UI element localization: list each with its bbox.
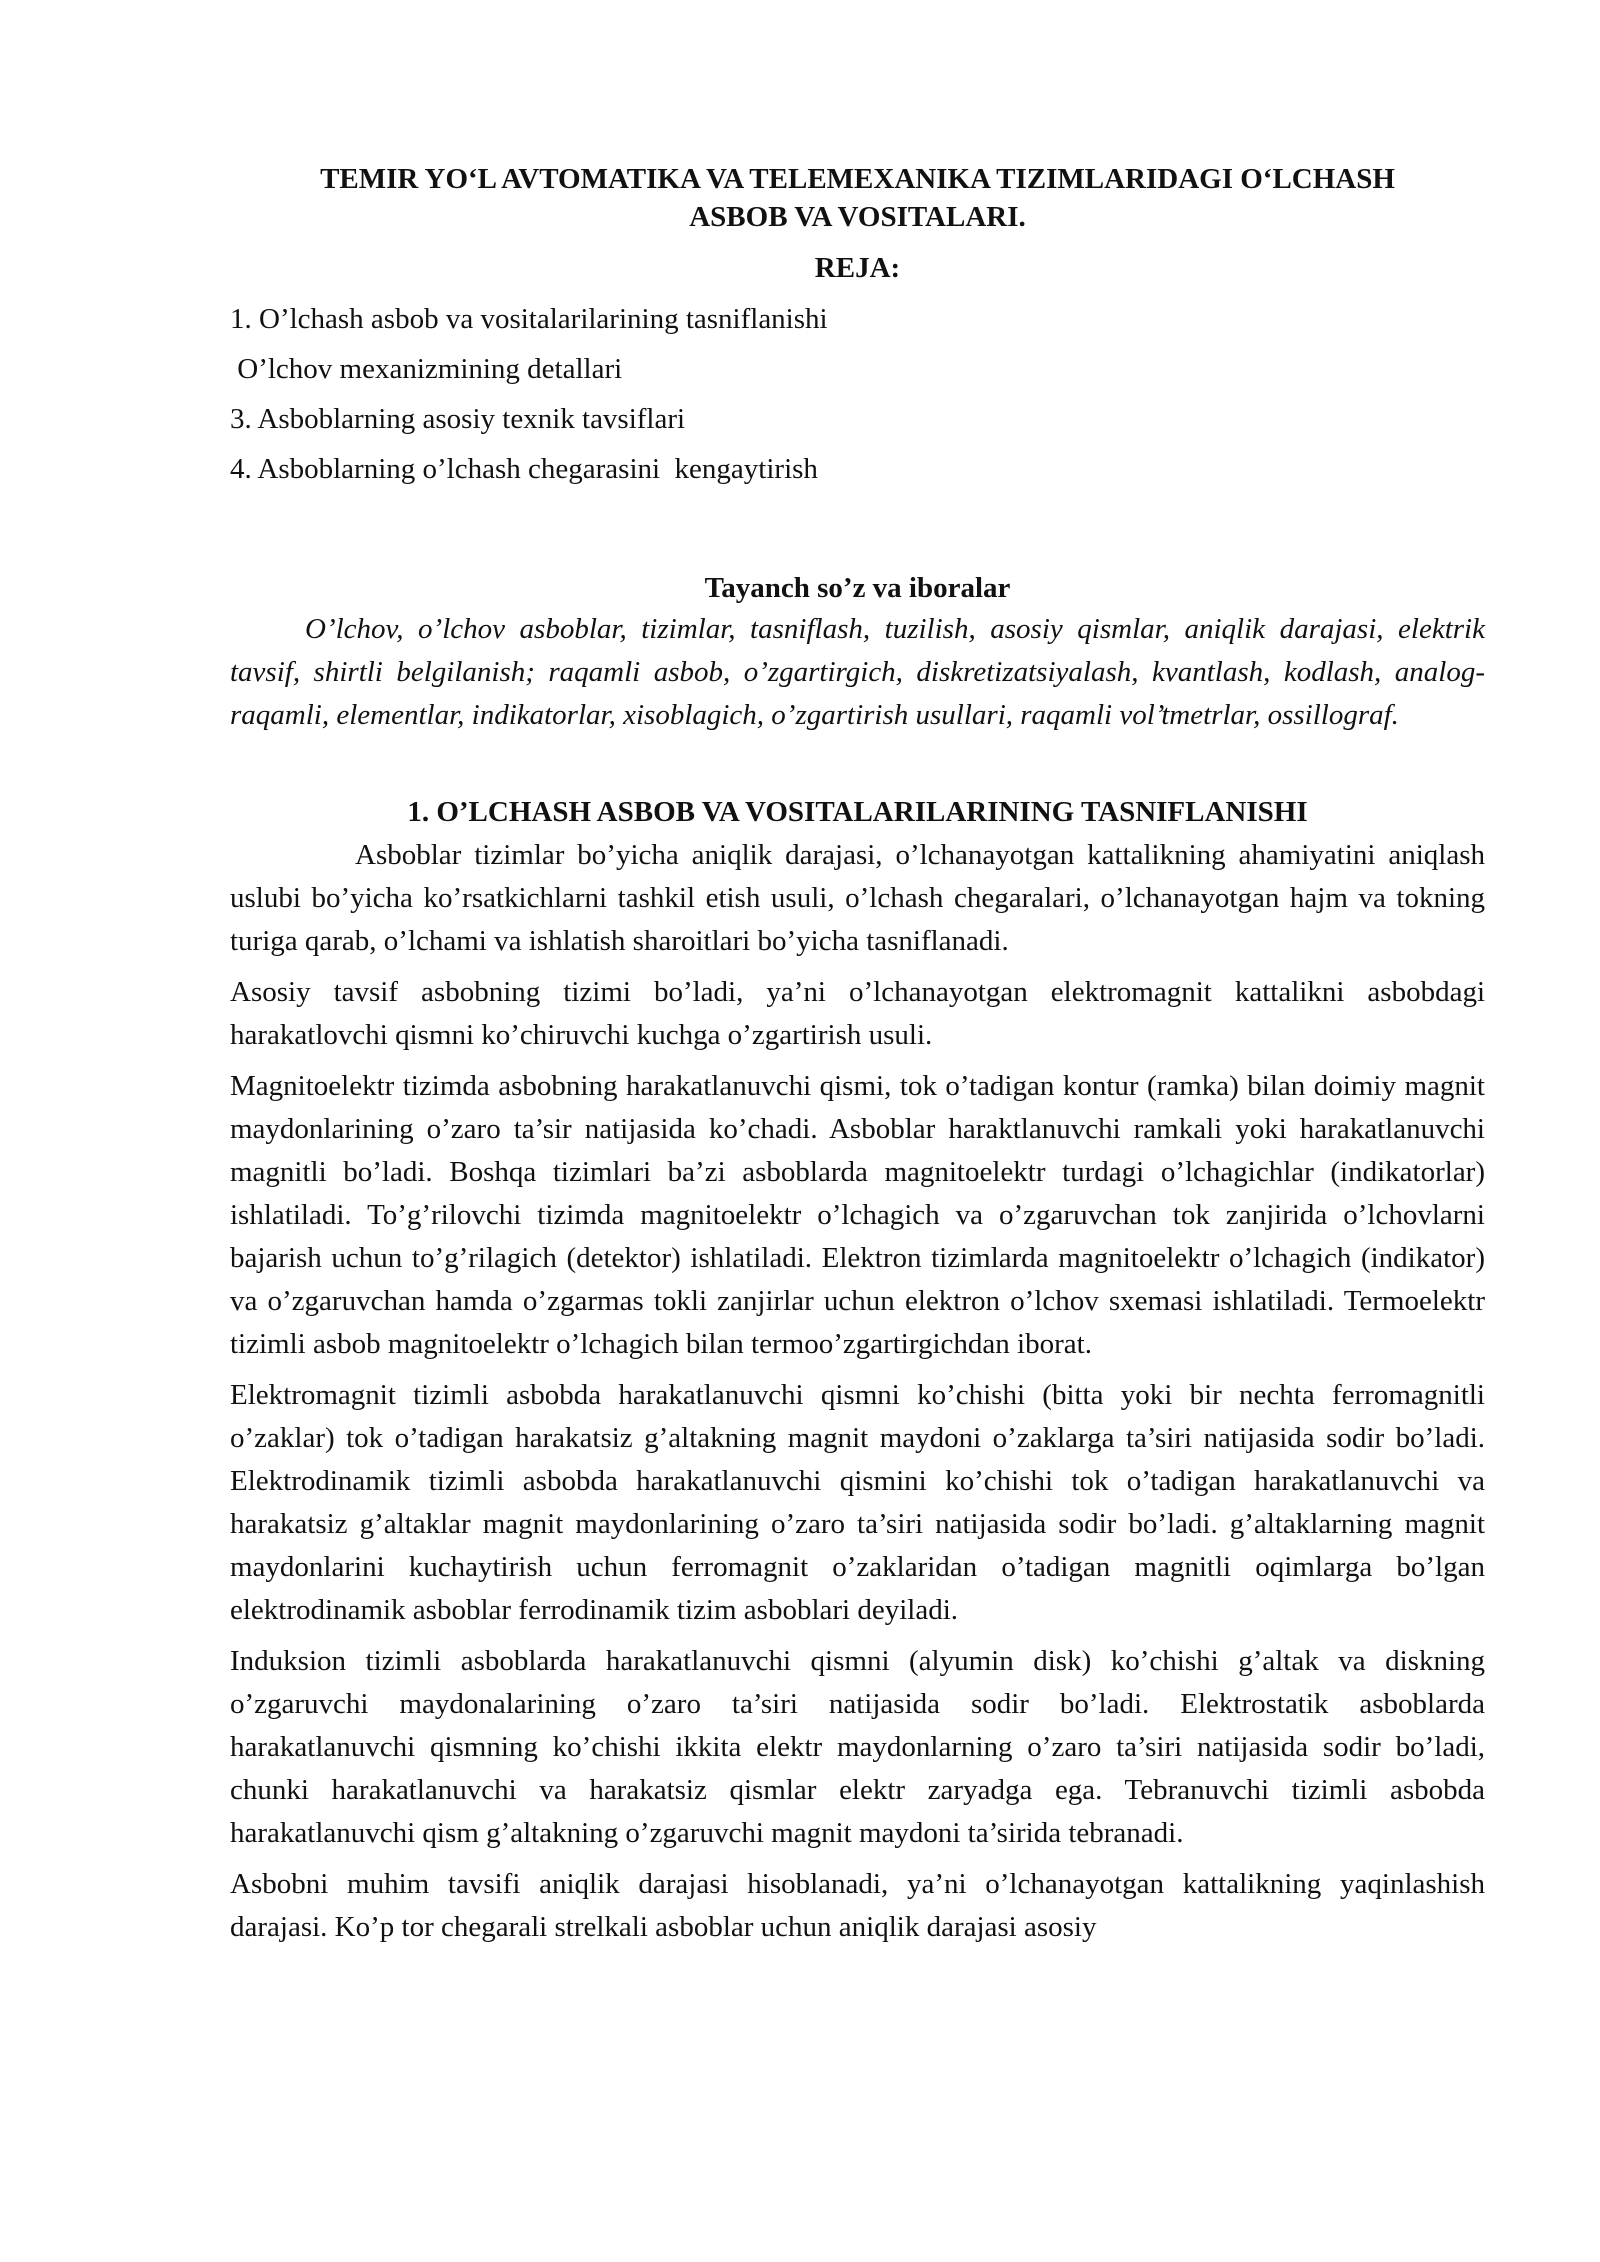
document-page <box>230 160 1485 1949</box>
keywords-text: O’lchov, o’lchov asboblar, tizimlar, tasniflash, tuzilish, asosiy qismlar, aniqlik darajasi, elektrik tavsif, shirtli belgilanish; raqamli asbob, o’zgartirgich, diskretizatsiyalash, kvantlash, kodlash, analog-raqamli, elementlar, indikatorlar, xisoblagich, o’zgartirish usullari, raqamli vol’tmetrlar, ossillograf. <box>230 613 1485 731</box>
body-paragraph: Asboblar tizimlar bo’yicha aniqlik darajasi, o’lchanayotgan kattalikning ahamiyatini aniqlash uslubi bo’yicha ko’rsatkichlarni tashkil etish usuli, o’lchash chegaralari, o’lchanayotgan hajm va tokning turiga qarab, o’lchami va ishlatish sharoitlari bo’yicha tasniflanadi. <box>230 839 1485 957</box>
keywords-heading: Tayanch so’z va iboralar <box>704 572 1011 604</box>
body-paragraph: Asosiy tavsif asbobning tizimi bo’ladi, ya’ni o’lchanayotgan elektromagnit kattalikni asbobdagi harakatlovchi qismni ko’chiruvchi kuchga o’zgartirish usuli. <box>230 976 1485 1051</box>
plan-item: O’lchov mexanizmining detallari <box>230 353 623 385</box>
title-line-2: ASBOB VA VOSITALARI. <box>689 201 1026 233</box>
body-paragraph: Magnitoelektr tizimda asbobning harakatlanuvchi qismi, tok o’tadigan kontur (ramka) bilan doimiy magnit maydonlarining o’zaro ta’sir natijasida ko’chadi. Asboblar haraktlanuvchi ramkali yoki harakatlanuvchi magnitli bo’ladi. Boshqa tizimlari ba’zi asboblarda magnitoelektr turdagi o’lchagichlar (indikatorlar) ishlatiladi. To’g’rilovchi tizimda magnitoelektr o’lchagich va o’zgaruvchan tok zanjirida o’lchovlarni bajarish uchun to’g’rilagich (detektor) ishlatiladi. Elektron tizimlarda magnitoelektr o’lchagich (indikator) va o’zgaruvchan hamda o’zgarmas tokli zanjirlar uchun elektron o’lchov sxemasi ishlatiladi. Termoelektr tizimli asbob magnitoelektr o’lchagich bilan termoo’zgartirgichdan iborat. <box>230 1070 1485 1360</box>
plan-list <box>230 294 1485 494</box>
plan-item: 3. Asboblarning asosiy texnik tavsiflari <box>230 403 686 435</box>
body-paragraph: Asbobni muhim tavsifi aniqlik darajasi hisoblanadi, ya’ni o’lchanayotgan kattalikning yaqinlashish darajasi. Ko’p tor chegarali strelkali asboblar uchun aniqlik darajasi asosiy <box>230 1868 1485 1943</box>
title-line-1: TEMIR YO‘L AVTOMATIKA VA TELEMEXANIKA TIZIMLARIDAGI O‘LCHASH <box>320 163 1395 195</box>
document-title <box>230 160 1485 236</box>
section-heading: 1. O’LCHASH ASBOB VA VOSITALARILARINING TASNIFLANISHI <box>407 796 1308 828</box>
body-paragraph: Elektromagnit tizimli asbobda harakatlanuvchi qismni ko’chishi (bitta yoki bir nechta ferromagnitli o’zaklar) tok o’tadigan harakatsiz g’altakning magnit maydoni o’zaklarga ta’siri natijasida sodir bo’ladi. Elektrodinamik tizimli asbobda harakatlanuvchi qismini ko’chishi tok o’tadigan harakatlanuvchi va harakatsiz g’altaklar magnit maydonlarining o’zaro ta’siri natijasida sodir bo’ladi. g’altaklarning magnit maydonlarini kuchaytirish uchun ferromagnit o’zaklaridan o’tadigan magnitli oqimlarga bo’lgan elektrodinamik asboblar ferrodinamik tizim asboblari deyiladi. <box>230 1379 1485 1626</box>
plan-item: 1. O’lchash asbob va vositalarilarining tasniflanishi <box>230 303 828 335</box>
body-paragraph: Induksion tizimli asboblarda harakatlanuvchi qismni (alyumin disk) ko’chishi g’altak va diskning o’zgaruvchi maydonalarining o’zaro ta’siri natijasida sodir bo’ladi. Elektrostatik asboblarda harakatlanuvchi qismning ko’chishi ikkita elektr maydonlarning o’zaro ta’siri natijasida sodir bo’ladi, chunki harakatlanuvchi va harakatsiz qismlar elektr zaryadga ega. Tebranuvchi tizimli asbobda harakatlanuvchi qism g’altakning o’zgaruvchi magnit maydoni ta’sirida tebranadi. <box>230 1645 1485 1849</box>
plan-heading: REJA: <box>814 252 901 284</box>
plan-item: 4. Asboblarning o’lchash chegarasini kengaytirish <box>230 453 818 485</box>
